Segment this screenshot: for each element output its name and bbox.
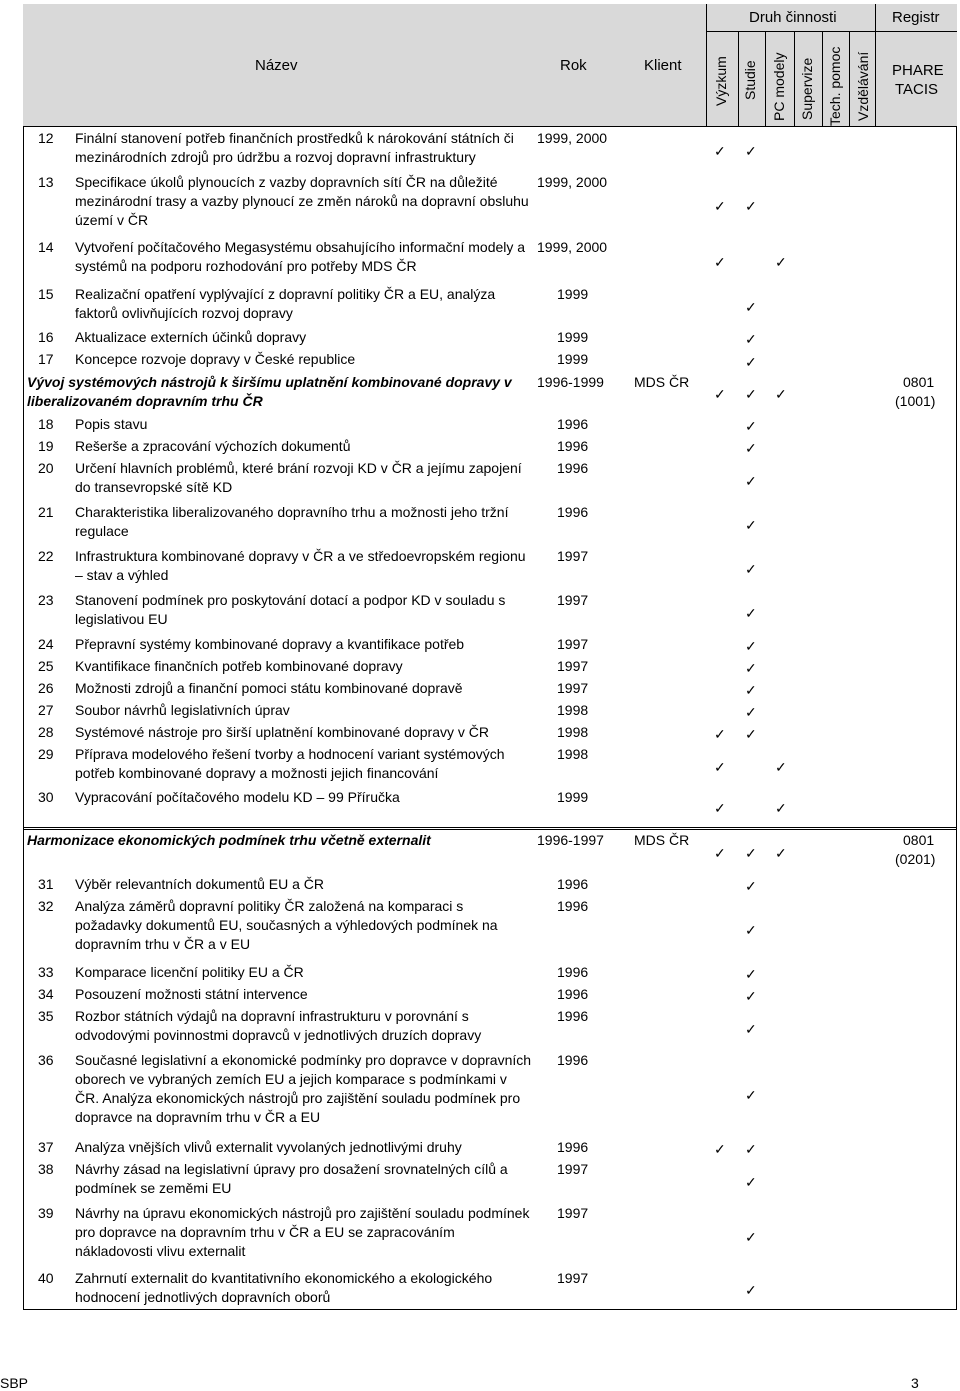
check-icon: ✓ [714,386,726,402]
header-registr: Registr [892,9,940,26]
header-divider [875,4,876,127]
footer-left: SBP [0,1375,29,1391]
row-title: Komparace licenční politiky EU a ČR [75,964,304,980]
section-registr: 0801 [903,374,935,390]
check-icon: ✓ [745,198,757,214]
section-year: 1996-1999 [537,374,604,390]
row-number: 15 [38,286,54,302]
row-number: 39 [38,1205,54,1221]
row-title: Soubor návrhů legislativních úprav [75,702,290,718]
check-icon: ✓ [745,1174,757,1190]
check-icon: ✓ [714,759,726,775]
row-number: 25 [38,658,54,674]
check-icon: ✓ [714,1141,726,1157]
header-divider [794,31,795,127]
row-year: 1999 [557,351,589,367]
row-number: 29 [38,746,54,762]
row-title: Infrastruktura kombinované dopravy v ČR a ve středoevropském regionu – stav a výhled [75,548,526,583]
check-icon: ✓ [775,800,787,816]
row-number: 40 [38,1270,54,1286]
check-icon: ✓ [745,1282,757,1298]
row-year: 1996 [557,898,589,914]
row-year: 1997 [557,1270,589,1286]
check-icon: ✓ [745,561,757,577]
row-year: 1998 [557,702,589,718]
row-year: 1996 [557,438,589,454]
check-icon: ✓ [745,354,757,370]
row-number: 35 [38,1008,54,1024]
row-title: Rozbor státních výdajů na dopravní infrastrukturu v porovnání s odvodovými povinnostmi dopravců v jednotlivých druzích dopravy [75,1008,482,1043]
row-year: 1996 [557,1008,589,1024]
row-year: 1997 [557,1205,589,1221]
section-registr: (0201) [895,851,936,867]
check-icon: ✓ [745,440,757,456]
section-client: MDS ČR [634,374,690,390]
check-icon: ✓ [745,660,757,676]
section-title: Vývoj systémových nástrojů k širšímu uplatnění kombinované dopravy v liberalizovaném dopravním trhu ČR [27,374,512,409]
check-icon: ✓ [745,386,757,402]
row-number: 12 [38,130,54,146]
header-vzdelavani: Vzdělávání [855,51,871,121]
row-year: 1996 [557,876,589,892]
check-icon: ✓ [775,845,787,861]
row-number: 18 [38,416,54,432]
row-number: 14 [38,239,54,255]
row-year: 1999 [557,329,589,345]
section-year: 1996-1997 [537,832,604,848]
check-icon: ✓ [745,605,757,621]
row-number: 34 [38,986,54,1002]
row-title: Výběr relevantních dokumentů EU a ČR [75,876,325,892]
check-icon: ✓ [745,638,757,654]
section-registr: 0801 [903,832,935,848]
row-year: 1996 [557,460,589,476]
row-number: 21 [38,504,54,520]
row-title: Určení hlavních problémů, které brání rozvoji KD v ČR a jejímu zapojení do transevropské sítě KD [75,460,522,495]
row-number: 16 [38,329,54,345]
header-supervize: Supervize [799,57,815,120]
row-number: 36 [38,1052,54,1068]
row-number: 19 [38,438,54,454]
header-tech-pomoc: Tech. pomoc [827,46,843,126]
check-icon: ✓ [714,800,726,816]
header-phare: PHARE [892,62,944,79]
row-number: 17 [38,351,54,367]
check-icon: ✓ [745,845,757,861]
row-year: 1997 [557,548,589,564]
row-number: 13 [38,174,54,190]
header-divider [822,31,823,127]
row-year: 1997 [557,680,589,696]
check-icon: ✓ [714,198,726,214]
row-year: 1997 [557,636,589,652]
header-pc-modely: PC modely [771,52,787,121]
check-icon: ✓ [745,473,757,489]
row-title: Vytvoření počítačového Megasystému obsahujícího informační modely a systémů na podporu rozhodování pro potřeby MDS ČR [75,239,526,274]
row-year: 1998 [557,746,589,762]
check-icon: ✓ [745,878,757,894]
row-title: Návrhy na úpravu ekonomických nástrojů pro zajištění souladu podmínek pro dopravce na dopravním trhu v ČR a EU se zapracováním nákladovosti vlivu externalit [75,1205,530,1259]
row-title: Možnosti zdrojů a finanční pomoci státu kombinované dopravě [75,680,463,696]
row-year: 1996 [557,504,589,520]
check-icon: ✓ [714,143,726,159]
header-divider [706,4,707,127]
header-divider [849,31,850,127]
row-number: 33 [38,964,54,980]
check-icon: ✓ [745,299,757,315]
section-client: MDS ČR [634,832,690,848]
check-icon: ✓ [745,922,757,938]
row-year: 1997 [557,592,589,608]
check-icon: ✓ [745,1087,757,1103]
row-year: 1999, 2000 [537,239,608,255]
check-icon: ✓ [745,418,757,434]
row-year: 1996 [557,416,589,432]
row-year: 1996 [557,986,589,1002]
check-icon: ✓ [775,759,787,775]
check-icon: ✓ [745,331,757,347]
row-title: Přepravní systémy kombinované dopravy a kvantifikace potřeb [75,636,465,652]
header-druh-cinnosti: Druh činnosti [749,9,837,26]
check-icon: ✓ [714,845,726,861]
row-title: Realizační opatření vyplývající z dopravní politiky ČR a EU, analýza faktorů ovlivňujících rozvoj dopravy [75,286,496,321]
row-title: Popis stavu [75,416,148,432]
row-title: Stanovení podmínek pro poskytování dotací a podpor KD v souladu s legislativou EU [75,592,506,627]
row-number: 27 [38,702,54,718]
row-title: Analýza vnějších vlivů externalit vyvolaných jednotlivými druhy [75,1139,462,1155]
row-year: 1997 [557,1161,589,1177]
check-icon: ✓ [745,726,757,742]
row-number: 24 [38,636,54,652]
section-separator [23,829,957,830]
row-title: Finální stanovení potřeb finančních prostředků k nárokování státních či mezinárodních zdrojů pro údržbu a rozvoj dopravní infrastruktury [75,130,514,165]
row-year: 1999, 2000 [537,130,608,146]
check-icon: ✓ [745,988,757,1004]
row-year: 1999, 2000 [537,174,608,190]
row-number: 28 [38,724,54,740]
check-icon: ✓ [745,704,757,720]
check-icon: ✓ [775,386,787,402]
row-title: Koncepce rozvoje dopravy v České republice [75,351,356,367]
row-title: Rešerše a zpracování výchozích dokumentů [75,438,351,454]
header-nazev: Název [255,57,298,74]
row-title: Návrhy zásad na legislativní úpravy pro dosažení srovnatelných cílů a podmínek se zeměmi EU [75,1161,508,1196]
header-rok: Rok [560,57,587,74]
row-title: Příprava modelového řešení tvorby a hodnocení variant systémových potřeb kombinované dopravy a možnosti jejich financování [75,746,505,781]
row-number: 30 [38,789,54,805]
check-icon: ✓ [714,726,726,742]
row-title: Vypracování počítačového modelu KD – 99 Příručka [75,789,400,805]
header-divider [738,31,739,127]
row-title: Současné legislativní a ekonomické podmínky pro dopravce v dopravních oborech ve vybraných zemích EU a jejich komparace s podmínkami v ČR. Analýza ekonomických nástrojů pro zajištění souladu podmínek pro dopravce na dopravním trhu v ČR a EU [75,1052,532,1125]
section-registr: (1001) [895,393,936,409]
row-number: 23 [38,592,54,608]
header-divider [765,31,766,127]
check-icon: ✓ [745,682,757,698]
row-year: 1998 [557,724,589,740]
row-year: 1996 [557,964,589,980]
row-year: 1996 [557,1052,589,1068]
section-title: Harmonizace ekonomických podmínek trhu včetně externalit [27,832,431,848]
row-title: Systémové nástroje pro širší uplatnění kombinované dopravy v ČR [75,724,489,740]
header-studie: Studie [742,60,758,100]
header-vyzkum: Výzkum [713,56,729,106]
section-separator [23,827,957,828]
row-number: 20 [38,460,54,476]
row-number: 37 [38,1139,54,1155]
check-icon: ✓ [745,1141,757,1157]
row-year: 1999 [557,789,589,805]
check-icon: ✓ [745,1229,757,1245]
row-number: 38 [38,1161,54,1177]
row-year: 1999 [557,286,589,302]
row-title: Posouzení možnosti státní intervence [75,986,308,1002]
row-title: Charakteristika liberalizovaného dopravního trhu a možnosti jeho tržní regulace [75,504,509,539]
check-icon: ✓ [745,966,757,982]
check-icon: ✓ [775,254,787,270]
row-year: 1997 [557,658,589,674]
check-icon: ✓ [745,1021,757,1037]
header-klient: Klient [644,57,682,74]
header-tacis: TACIS [895,81,939,98]
check-icon: ✓ [745,143,757,159]
row-title: Analýza záměrů dopravní politiky ČR založená na komparaci s požadavky dokumentů EU, současných a výhledových podmínek na dopravním trhu v ČR a v EU [75,898,498,952]
row-year: 1996 [557,1139,589,1155]
row-title: Specifikace úkolů plynoucích z vazby dopravních sítí ČR na důležité mezinárodní trasy a vazby plynoucí ze změn nároků na dopravní obsluhu území v ČR [75,174,529,228]
row-title: Kvantifikace finančních potřeb kombinované dopravy [75,658,403,674]
row-number: 26 [38,680,54,696]
check-icon: ✓ [745,517,757,533]
header-divider [706,31,957,32]
check-icon: ✓ [714,254,726,270]
row-title: Aktualizace externích účinků dopravy [75,329,307,345]
row-number: 22 [38,548,54,564]
row-number: 31 [38,876,54,892]
footer-page-number: 3 [911,1375,919,1391]
row-title: Zahrnutí externalit do kvantitativního ekonomického a ekologického hodnocení jednotlivých dopravních oborů [75,1270,493,1305]
row-number: 32 [38,898,54,914]
